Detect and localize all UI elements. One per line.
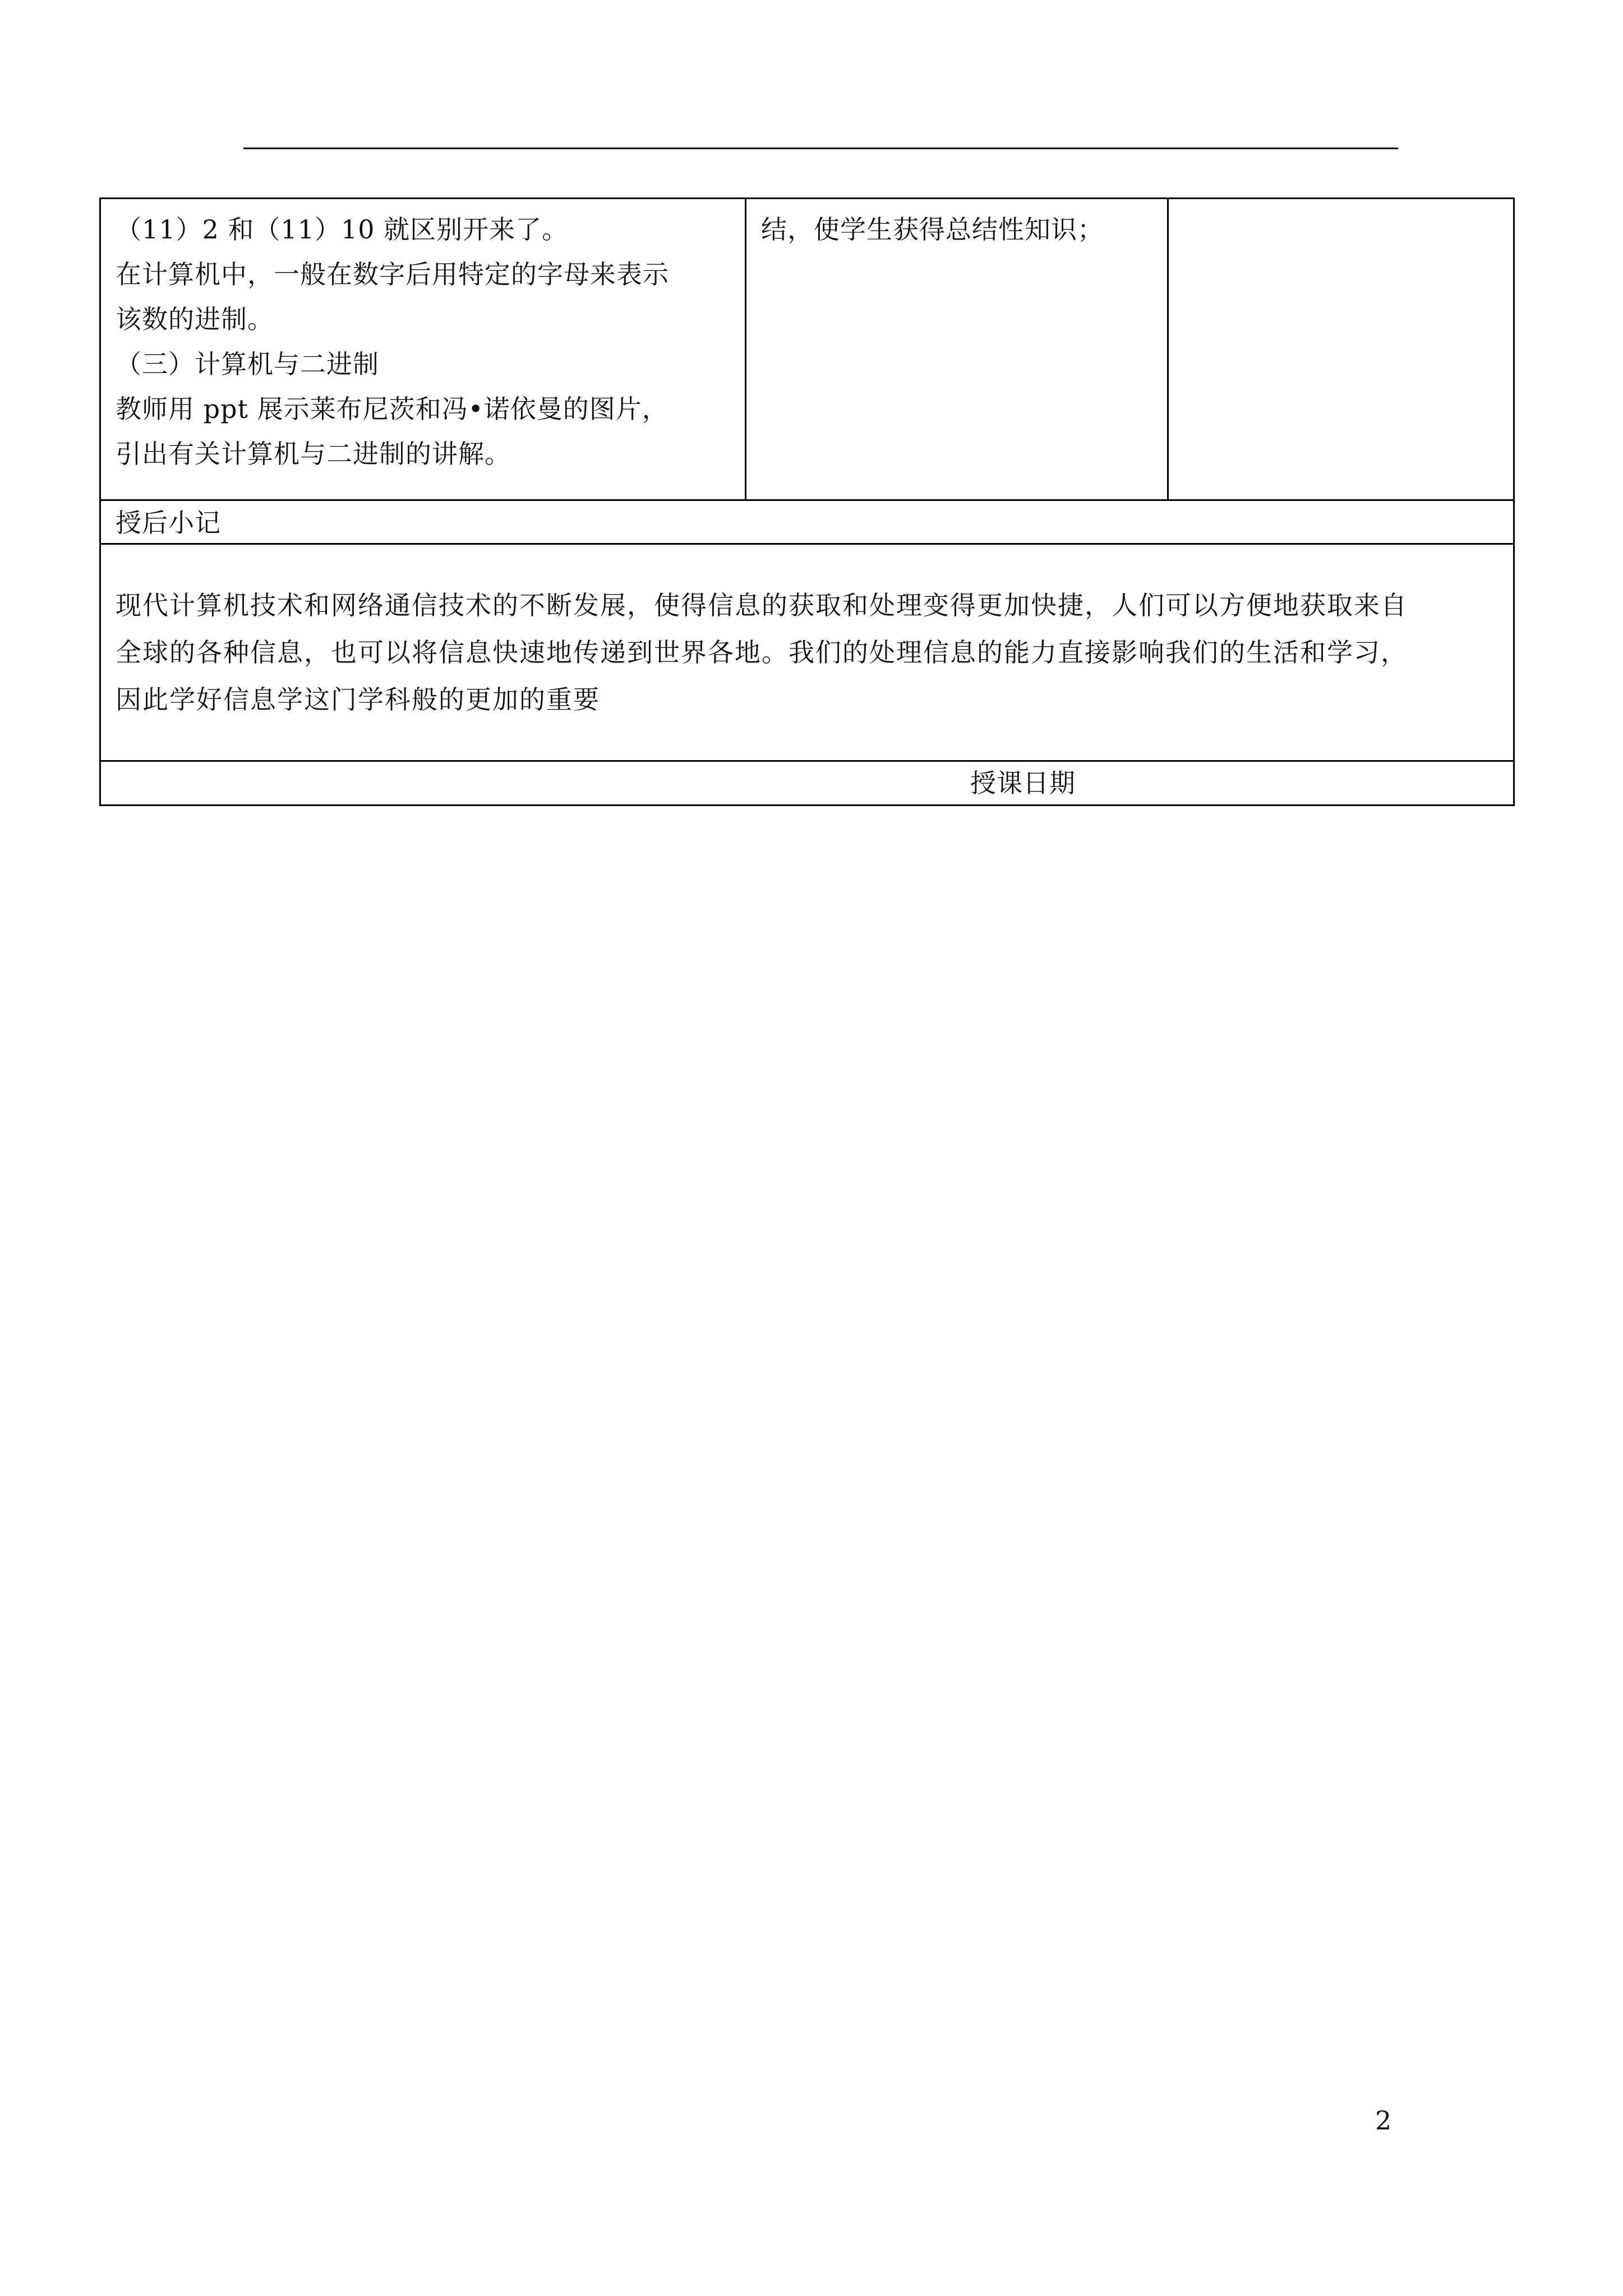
date-label: 授课日期 (970, 768, 1076, 798)
activity-text: 结，使学生获得总结性知识； (761, 214, 1104, 245)
content-line: 引出有关计算机与二进制的讲解。 (116, 439, 511, 469)
lesson-content-row (101, 199, 1513, 501)
activity-cell (746, 199, 1169, 499)
content-line: （11）2 和（11）10 就区别开来了。 (116, 214, 569, 245)
date-row (101, 762, 1513, 804)
content-line: （三）计算机与二进制 (116, 349, 379, 379)
header-rule (243, 148, 1398, 149)
content-line: 教师用 ppt 展示莱布尼茨和冯•诺依曼的图片， (116, 394, 668, 424)
notes-label: 授后小记 (116, 508, 221, 538)
notes-label-row (101, 501, 1513, 545)
notes-line: 现代计算机技术和网络通信技术的不断发展，使得信息的获取和处理变得更加快捷，人们可以方便地获取来自 (116, 590, 1408, 620)
notes-row (101, 545, 1513, 762)
teaching-content-cell (101, 199, 746, 499)
content-line: 该数的进制。 (116, 304, 274, 334)
remarks-cell (1169, 199, 1513, 499)
notes-line: 因此学好信息学这门学科般的更加的重要 (116, 684, 600, 715)
content-line: 在计算机中，一般在数字后用特定的字母来表示 (116, 259, 669, 289)
notes-cell (101, 545, 1513, 760)
notes-line: 全球的各种信息，也可以将信息快速地传递到世界各地。我们的处理信息的能力直接影响我们的生活和学习， (116, 637, 1408, 668)
lesson-table (99, 197, 1515, 806)
page-number: 2 (1375, 2105, 1392, 2136)
